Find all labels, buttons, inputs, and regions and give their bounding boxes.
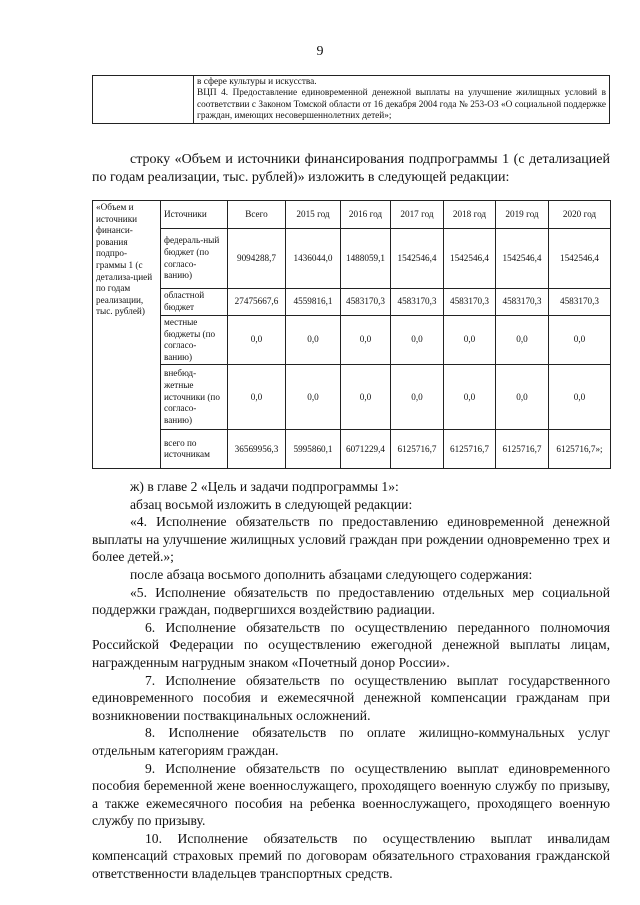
- source-cell: федераль-ный бюджет (по согласо-ванию): [161, 229, 228, 289]
- header-cell: 2018 год: [444, 201, 496, 229]
- value-cell: 6125716,7: [444, 430, 496, 469]
- value-cell: 9094288,7: [228, 229, 286, 289]
- empty-cell: [93, 76, 194, 124]
- value-cell: 0,0: [391, 316, 444, 365]
- value-cell: 0,0: [341, 316, 391, 365]
- value-cell: 0,0: [341, 365, 391, 430]
- value-cell: 0,0: [549, 365, 611, 430]
- value-cell: 5995860,1: [286, 430, 341, 469]
- header-cell: 2017 год: [391, 201, 444, 229]
- value-cell: 1488059,1: [341, 229, 391, 289]
- header-cell: Источники: [161, 201, 228, 229]
- value-cell: 4583170,3: [391, 289, 444, 316]
- value-cell: 0,0: [391, 365, 444, 430]
- value-cell: 4583170,3: [549, 289, 611, 316]
- value-cell: 1436044,0: [286, 229, 341, 289]
- value-cell: 0,0: [228, 365, 286, 430]
- value-cell: 0,0: [496, 365, 549, 430]
- paragraph: после абзаца восьмого дополнить абзацами следующего содержания:: [130, 566, 533, 582]
- paragraph: абзац восьмой изложить в следующей редакции:: [130, 496, 413, 512]
- value-cell: 0,0: [286, 365, 341, 430]
- value-cell: 4583170,3: [496, 289, 549, 316]
- paragraph: 9. Исполнение обязательств по осуществлению выплат единовременного пособия беременной жене военнослужащего, проходящего военную службу по призыву, а также ежемесячного пособия на ребенка военнослужащего, проходящего военную службу по призыву.: [92, 760, 610, 829]
- value-cell: 0,0: [549, 316, 611, 365]
- finance-table: [92, 200, 611, 469]
- source-cell: местные бюджеты (по согласо-ванию): [161, 316, 228, 365]
- paragraph: «5. Исполнение обязательств по предоставлению отдельных мер социальной поддержки граждан, подвергшихся воздействию радиации.: [92, 584, 610, 618]
- program-line: в сфере культуры и искусства.: [197, 77, 317, 87]
- source-cell: внебюд-жетные источники (по согласо-ванию): [161, 365, 228, 430]
- value-cell: 1542546,4: [391, 229, 444, 289]
- value-cell: 0,0: [444, 365, 496, 430]
- program-line: ВЦП 4. Предоставление единовременной денежной выплаты на улучшение жилищных условий в соответствии с Законом Томской области от 16 декабря 2004 года № 253-ОЗ «О социальной поддержке граждан, имеющих несовершеннолетних детей»;: [197, 88, 606, 121]
- value-cell: 36569956,3: [228, 430, 286, 469]
- value-cell: 0,0: [228, 316, 286, 365]
- value-cell: 6071229,4: [341, 430, 391, 469]
- paragraph: 6. Исполнение обязательств по осуществлению переданного полномочия Российской Федерации по осуществлению ежегодной денежной выплаты лицам, награжденным нагрудным знаком «Почетный донор России».: [92, 619, 610, 670]
- intro-paragraph: [92, 151, 610, 187]
- header-cell: Всего: [228, 201, 286, 229]
- value-cell: 4583170,3: [444, 289, 496, 316]
- table-row: [93, 229, 611, 289]
- paragraph: «4. Исполнение обязательств по предоставлению единовременной денежной выплаты на улучшение жилищных условий граждан при рождении одновременно трех и более детей.»;: [92, 514, 610, 565]
- header-cell: 2019 год: [496, 201, 549, 229]
- value-cell: 1542546,4: [496, 229, 549, 289]
- table-row: [93, 289, 611, 316]
- value-cell: 1542546,4: [444, 229, 496, 289]
- source-cell: областной бюджет: [161, 289, 228, 316]
- value-cell: 4559816,1: [286, 289, 341, 316]
- value-cell: 6125716,7»;: [549, 430, 611, 469]
- continuation-table: [92, 75, 610, 124]
- row-label: «Объем и источники финанси-рования подпро-граммы 1 (с детализа-цией по годам реализации, тыс. рублей): [93, 201, 161, 469]
- source-cell: всего по источникам: [161, 430, 228, 469]
- paragraph: ж) в главе 2 «Цель и задачи подпрограммы 1»:: [130, 479, 399, 494]
- value-cell: 6125716,7: [391, 430, 444, 469]
- page-number: 9: [316, 44, 324, 59]
- value-cell: 0,0: [496, 316, 549, 365]
- value-cell: 4583170,3: [341, 289, 391, 316]
- body-text: [92, 478, 610, 883]
- header-cell: 2016 год: [341, 201, 391, 229]
- header-row: [93, 201, 611, 229]
- header-cell: 2020 год: [549, 201, 611, 229]
- value-cell: 0,0: [444, 316, 496, 365]
- value-cell: 1542546,4: [549, 229, 611, 289]
- value-cell: 6125716,7: [496, 430, 549, 469]
- intro-text: строку «Объем и источники финансирования подпрограммы 1 (с детализацией по годам реализации, тыс. рублей)» изложить в следующей редакции:: [92, 152, 610, 185]
- header-cell: 2015 год: [286, 201, 341, 229]
- table-row: [93, 365, 611, 430]
- paragraph: 8. Исполнение обязательств по оплате жилищно-коммунальных услуг отдельным категориям граждан.: [92, 725, 610, 758]
- paragraph: 7. Исполнение обязательств по осуществлению выплат государственного единовременного пособия и ежемесячной денежной компенсации гражданам при возникновении поствакцинальных осложнений.: [92, 672, 610, 723]
- value-cell: 0,0: [286, 316, 341, 365]
- value-cell: 27475667,6: [228, 289, 286, 316]
- total-row: [93, 430, 611, 469]
- table-row: [93, 316, 611, 365]
- program-list-cell: [194, 76, 610, 124]
- paragraph: 10. Исполнение обязательств по осуществлению выплат инвалидам компенсаций страховых премий по договорам обязательного страхования гражданской ответственности владельцев транспортных средств.: [92, 830, 610, 882]
